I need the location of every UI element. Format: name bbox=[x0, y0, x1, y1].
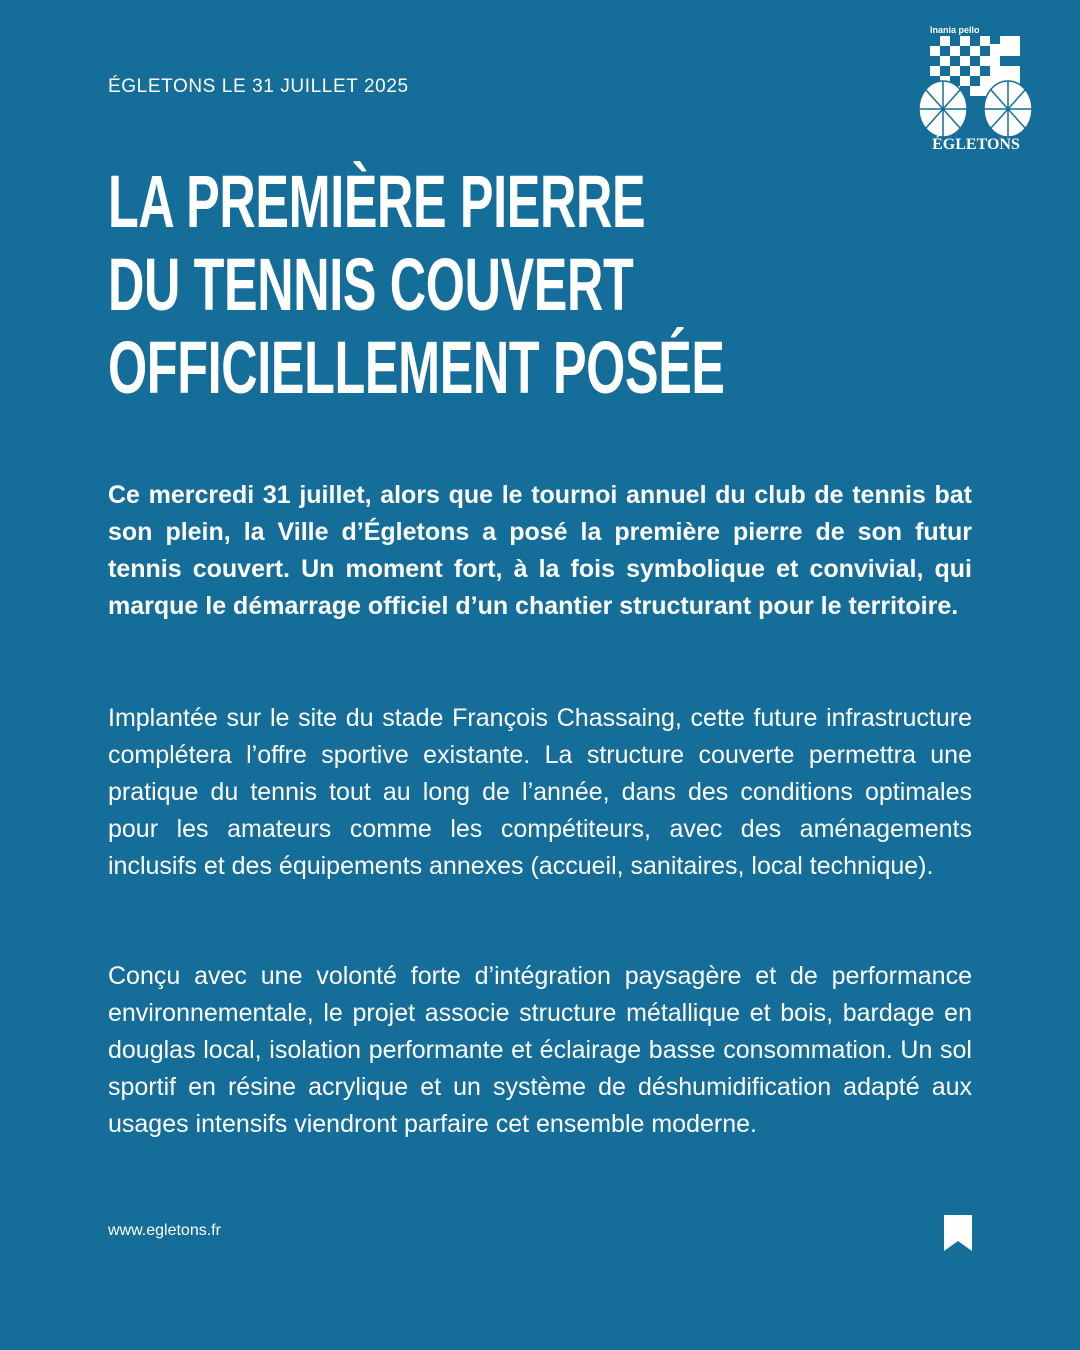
egletons-logo bbox=[916, 24, 1036, 154]
article-lead: Ce mercredi 31 juillet, alors que le tournoi annuel du club de tennis bat son plein, la Ville d’Égletons a posé la première pierre de son futur tennis couvert. Un moment fort, à la fois symbolique et convivial, qui marque le démarrage officiel d’un chantier structurant pour le territoire. bbox=[108, 481, 972, 620]
logo-name: ÉGLETONS bbox=[932, 136, 1020, 153]
headline-line-3: OFFICIELLEMENT POSÉE bbox=[108, 326, 725, 409]
dateline: ÉGLETONS LE 31 JUILLET 2025 bbox=[108, 76, 409, 97]
website-link[interactable]: www.egletons.fr bbox=[108, 1222, 221, 1239]
headline bbox=[108, 160, 725, 409]
bookmark-icon[interactable] bbox=[944, 1215, 972, 1251]
headline-line-1: LA PREMIÈRE PIERRE bbox=[108, 160, 646, 243]
article-paragraph-3: Conçu avec une volonté forte d’intégration paysagère et de performance environnementale, le projet associe structure métallique et bois, bardage en douglas local, isolation performante et éclairage basse consommation. Un sol sportif en résine acrylique et un système de déshumidification adapté aux usages intensifs viendront parfaire cet ensemble moderne. bbox=[108, 962, 972, 1138]
logo-motto: Inania pello bbox=[930, 25, 980, 35]
article-paragraph-2: Implantée sur le site du stade François Chassaing, cette future infrastructure complétera l’offre sportive existante. La structure couverte permettra une pratique du tennis tout au long de l’année, dans des conditions optimales pour les amateurs comme les compétiteurs, avec des aménagements inclusifs et des équipements annexes (accueil, sanitaires, local technique). bbox=[108, 704, 972, 880]
headline-line-2: DU TENNIS COUVERT bbox=[108, 243, 634, 326]
